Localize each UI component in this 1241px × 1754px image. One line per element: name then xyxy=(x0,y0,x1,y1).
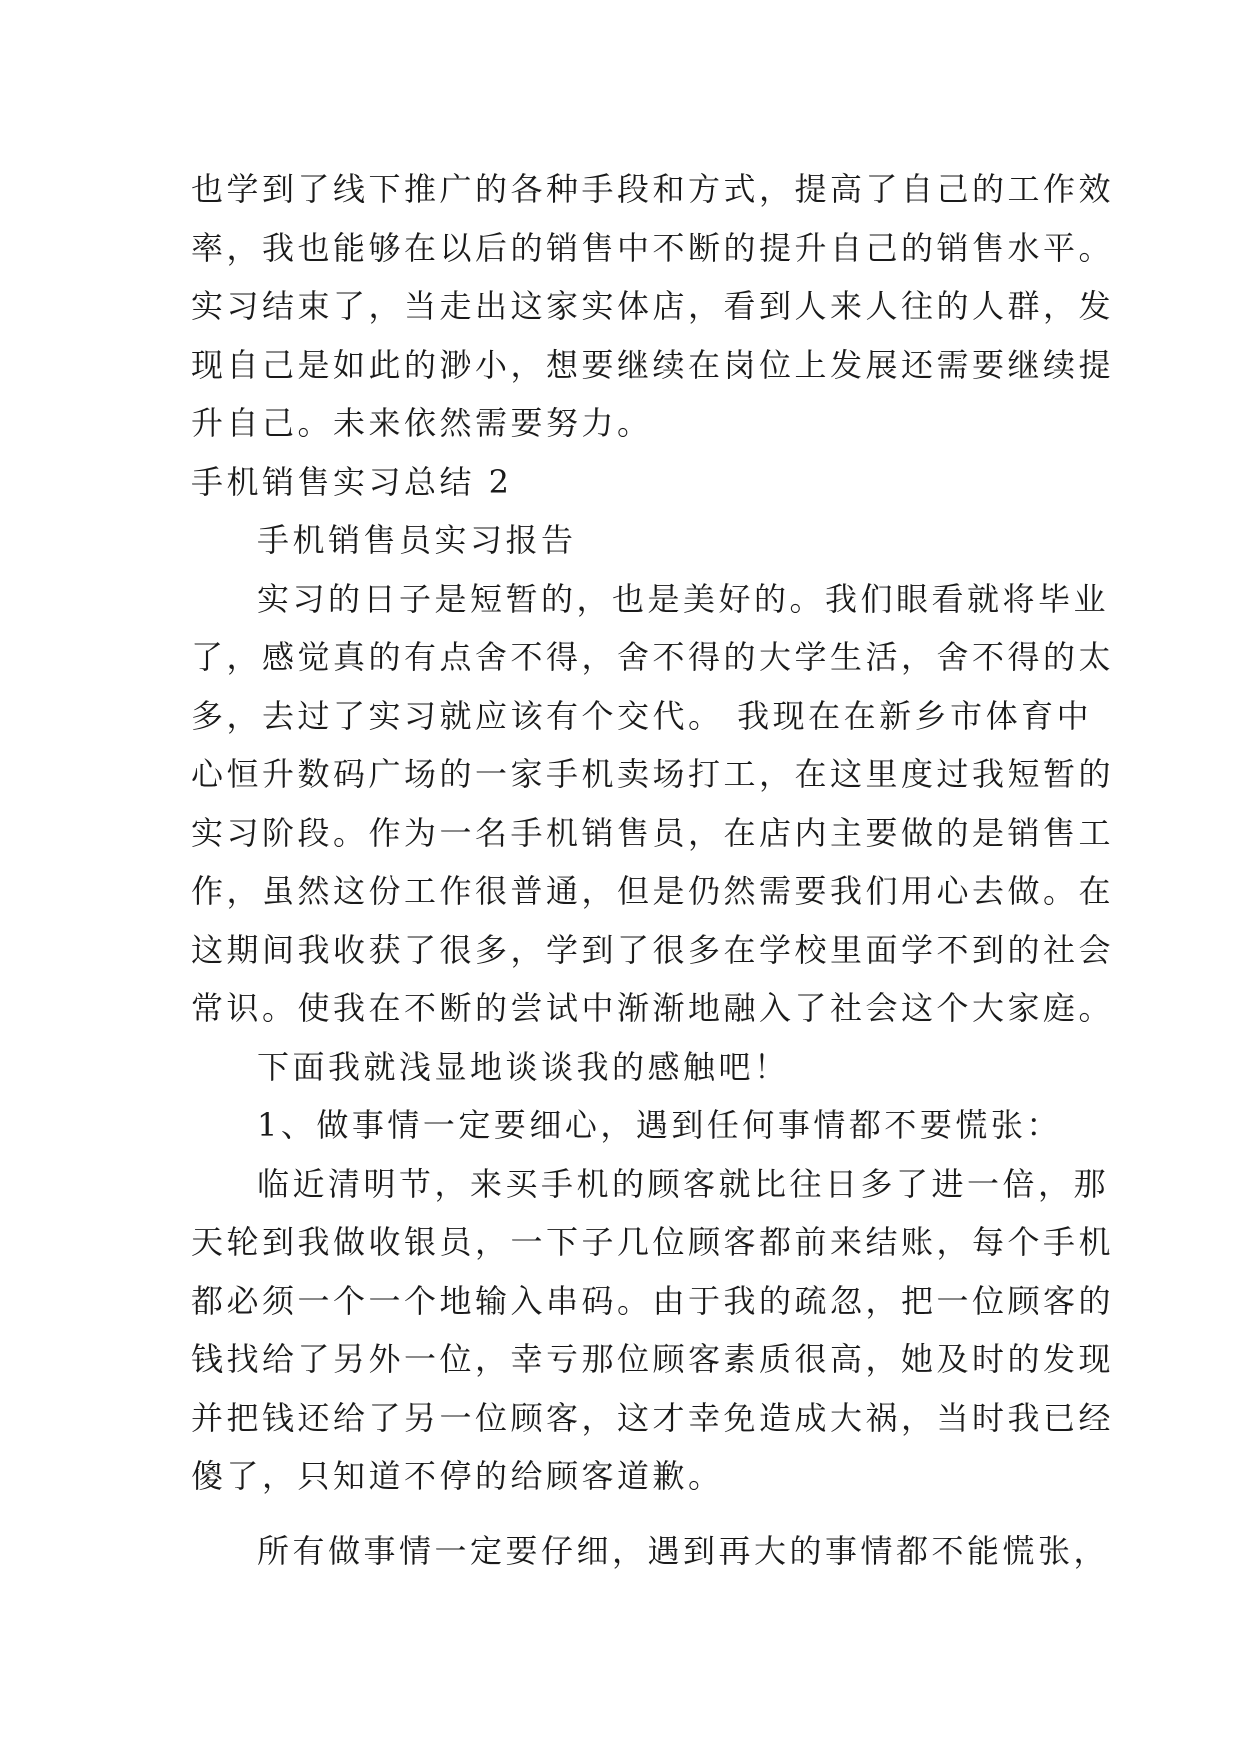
text-line: 了，感觉真的有点舍不得，舍不得的大学生活，舍不得的太 xyxy=(191,638,1115,676)
text-line: 钱找给了另外一位，幸亏那位顾客素质很高，她及时的发现 xyxy=(191,1340,1115,1378)
text-line: 实习结束了，当走出这家实体店，看到人来人往的人群，发 xyxy=(191,287,1115,325)
text-line: 下面我就浅显地谈谈我的感触吧！ xyxy=(257,1047,790,1086)
document-body xyxy=(191,160,1115,1580)
text-line: 临近清明节，来买手机的顾客就比往日多了进一倍，那 xyxy=(257,1164,1110,1203)
text-line: 现自己是如此的渺小，想要继续在岗位上发展还需要继续提 xyxy=(191,345,1115,384)
text-line: 也学到了线下推广的各种手段和方式，提高了自己的工作效 xyxy=(191,170,1115,208)
text-line: 并把钱还给了另一位顾客，这才幸免造成大祸，当时我已经 xyxy=(191,1398,1115,1437)
text-line: 都必须一个一个地输入串码。由于我的疏忽，把一位顾客的 xyxy=(191,1281,1115,1320)
text-line: 升自己。未来依然需要努力。 xyxy=(191,404,653,442)
list-heading: 1、做事情一定要细心，遇到任何事情都不要慌张： xyxy=(257,1106,1062,1144)
text-line: 多，去过了实习就应该有个交代。 我现在在新乡市体育中 xyxy=(191,696,1093,735)
text-line: 实习阶段。作为一名手机销售员，在店内主要做的是销售工 xyxy=(191,813,1115,852)
text-line: 这期间我收获了很多，学到了很多在学校里面学不到的社会 xyxy=(191,930,1115,969)
text-line: 率，我也能够在以后的销售中不断的提升自己的销售水平。 xyxy=(191,228,1115,267)
section-heading: 手机销售实习总结 2 xyxy=(191,462,513,501)
text-line: 天轮到我做收银员，一下子几位顾客都前来结账，每个手机 xyxy=(191,1223,1115,1261)
text-line: 傻了，只知道不停的给顾客道歉。 xyxy=(191,1457,724,1495)
text-line: 心恒升数码广场的一家手机卖场打工，在这里度过我短暂的 xyxy=(191,755,1115,793)
text-line: 作，虽然这份工作很普通，但是仍然需要我们用心去做。在 xyxy=(191,872,1115,910)
paragraph-spacer xyxy=(191,1506,1071,1522)
text-line: 所有做事情一定要仔细，遇到再大的事情都不能慌张， xyxy=(257,1531,1110,1570)
text-line: 实习的日子是短暂的，也是美好的。我们眼看就将毕业 xyxy=(257,579,1110,618)
text-line: 常识。使我在不断的尝试中渐渐地融入了社会这个大家庭。 xyxy=(191,989,1115,1027)
report-title: 手机销售员实习报告 xyxy=(257,521,577,559)
